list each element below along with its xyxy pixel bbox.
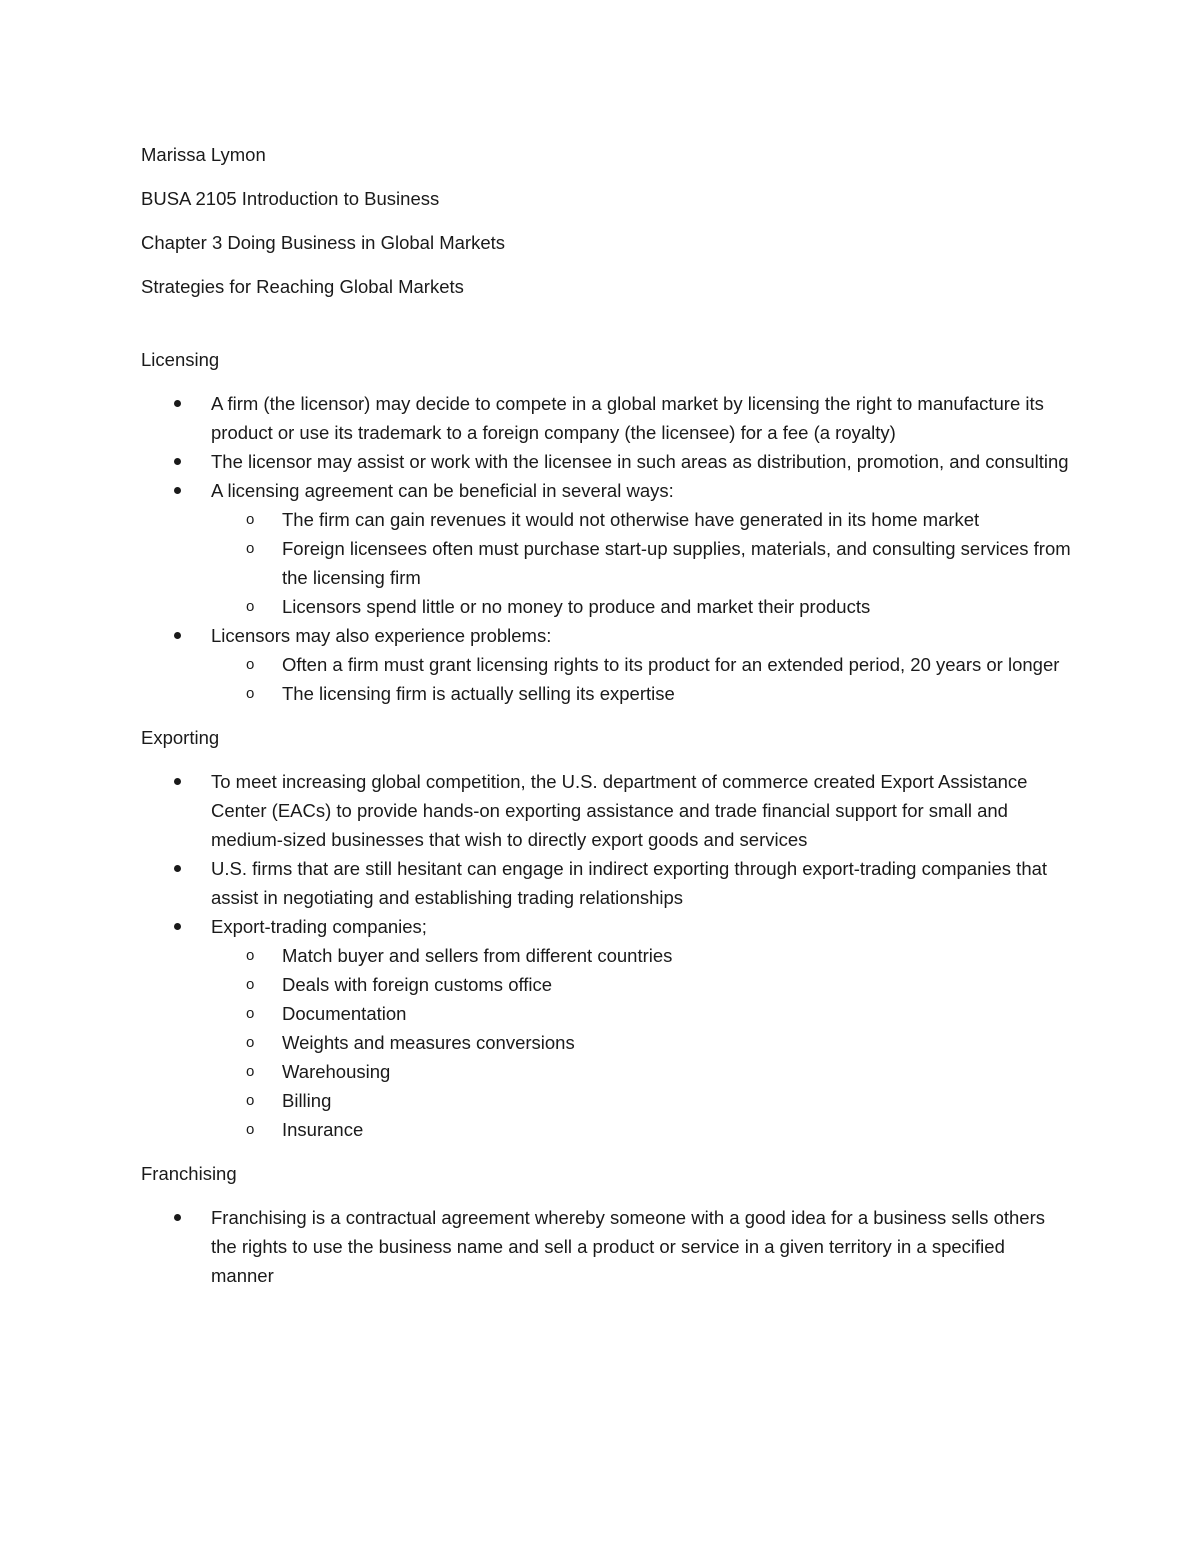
bullet-list [141, 1203, 1071, 1290]
list-item [141, 389, 1071, 447]
sub-list-item-text: The licensing firm is actually selling its expertise [282, 683, 675, 704]
sub-bullet-list [141, 505, 1071, 621]
bullet-icon [174, 1214, 181, 1221]
sub-list-item-text: The firm can gain revenues it would not otherwise have generated in its home market [282, 509, 980, 530]
circle-bullet-icon: o [246, 1063, 255, 1080]
sub-list-item-text: Deals with foreign customs office [282, 974, 553, 995]
circle-bullet-icon: o [246, 540, 255, 557]
document-page [141, 140, 1071, 1305]
list-item-text: To meet increasing global competition, the U.S. department of commerce created Export Assistance Center (EACs) to provide hands-on exporting assistance and trade financial support for small and medium-sized businesses that wish to directly export goods and services [211, 771, 1028, 850]
sub-list-container [141, 650, 1071, 708]
section-heading: Exporting [141, 727, 220, 748]
sub-list-item-text: Foreign licensees often must purchase start-up supplies, materials, and consulting services from the licensing firm [282, 538, 1071, 588]
list-item [141, 854, 1071, 912]
sub-list-item-text: Billing [282, 1090, 332, 1111]
sub-list-item [211, 679, 1071, 708]
sub-list-item-text: Documentation [282, 1003, 407, 1024]
section-heading: Licensing [141, 349, 220, 370]
topic-title: Strategies for Reaching Global Markets [141, 276, 464, 297]
sub-list-container [141, 505, 1071, 621]
circle-bullet-icon: o [246, 976, 255, 993]
sub-list-item-text: Often a firm must grant licensing rights to its product for an extended period, 20 years or longer [282, 654, 1060, 675]
list-item [141, 476, 1071, 505]
list-item-text: U.S. firms that are still hesitant can engage in indirect exporting through export-trading companies that assist in negotiating and establishing trading relationships [211, 858, 1048, 908]
list-item [141, 767, 1071, 854]
course-title: BUSA 2105 Introduction to Business [141, 188, 440, 209]
bullet-icon [174, 632, 181, 639]
sub-list-item [211, 941, 1071, 970]
sub-list-container [141, 941, 1071, 1144]
bullet-icon [174, 778, 181, 785]
circle-bullet-icon: o [246, 685, 255, 702]
list-item-text: A firm (the licensor) may decide to compete in a global market by licensing the right to manufacture its product or use its trademark to a foreign company (the licensee) for a fee (a royalty) [211, 393, 1044, 443]
list-item [141, 912, 1071, 941]
list-item-text: The licensor may assist or work with the licensee in such areas as distribution, promotion, and consulting [211, 451, 1069, 472]
sub-list-item [211, 1086, 1071, 1115]
sub-list-item [211, 999, 1071, 1028]
sub-list-item [211, 650, 1071, 679]
circle-bullet-icon: o [246, 1005, 255, 1022]
sub-list-item-text: Warehousing [282, 1061, 391, 1082]
list-item-text: Licensors may also experience problems: [211, 625, 552, 646]
sub-list-item [211, 970, 1071, 999]
list-item [141, 447, 1071, 476]
section-heading: Franchising [141, 1163, 237, 1184]
sub-list-item-text: Insurance [282, 1119, 364, 1140]
sub-list-item [211, 1057, 1071, 1086]
sub-list-item [211, 1028, 1071, 1057]
sub-bullet-list [141, 650, 1071, 708]
bullet-icon [174, 458, 181, 465]
sub-list-item [211, 534, 1071, 592]
circle-bullet-icon: o [246, 598, 255, 615]
bullet-list [141, 767, 1071, 1144]
list-item-text: A licensing agreement can be beneficial in several ways: [211, 480, 674, 501]
sub-list-item [211, 592, 1071, 621]
bullet-icon [174, 865, 181, 872]
circle-bullet-icon: o [246, 656, 255, 673]
list-item-text: Export-trading companies; [211, 916, 427, 937]
sub-list-item-text: Licensors spend little or no money to produce and market their products [282, 596, 871, 617]
chapter-title: Chapter 3 Doing Business in Global Markets [141, 232, 506, 253]
circle-bullet-icon: o [246, 1121, 255, 1138]
list-item [141, 621, 1071, 650]
list-item [141, 1203, 1071, 1290]
list-item-text: Franchising is a contractual agreement whereby someone with a good idea for a business sells others the rights to use the business name and sell a product or service in a given territory in a specified manner [211, 1207, 1045, 1286]
bullet-icon [174, 487, 181, 494]
notes-body [141, 345, 1071, 1290]
sub-bullet-list [141, 941, 1071, 1144]
bullet-icon [174, 400, 181, 407]
sub-list-item [211, 1115, 1071, 1144]
circle-bullet-icon: o [246, 511, 255, 528]
circle-bullet-icon: o [246, 947, 255, 964]
bullet-icon [174, 923, 181, 930]
bullet-list [141, 389, 1071, 708]
sub-list-item-text: Match buyer and sellers from different countries [282, 945, 673, 966]
circle-bullet-icon: o [246, 1034, 255, 1051]
sub-list-item [211, 505, 1071, 534]
author-name: Marissa Lymon [141, 144, 266, 165]
circle-bullet-icon: o [246, 1092, 255, 1109]
sub-list-item-text: Weights and measures conversions [282, 1032, 575, 1053]
